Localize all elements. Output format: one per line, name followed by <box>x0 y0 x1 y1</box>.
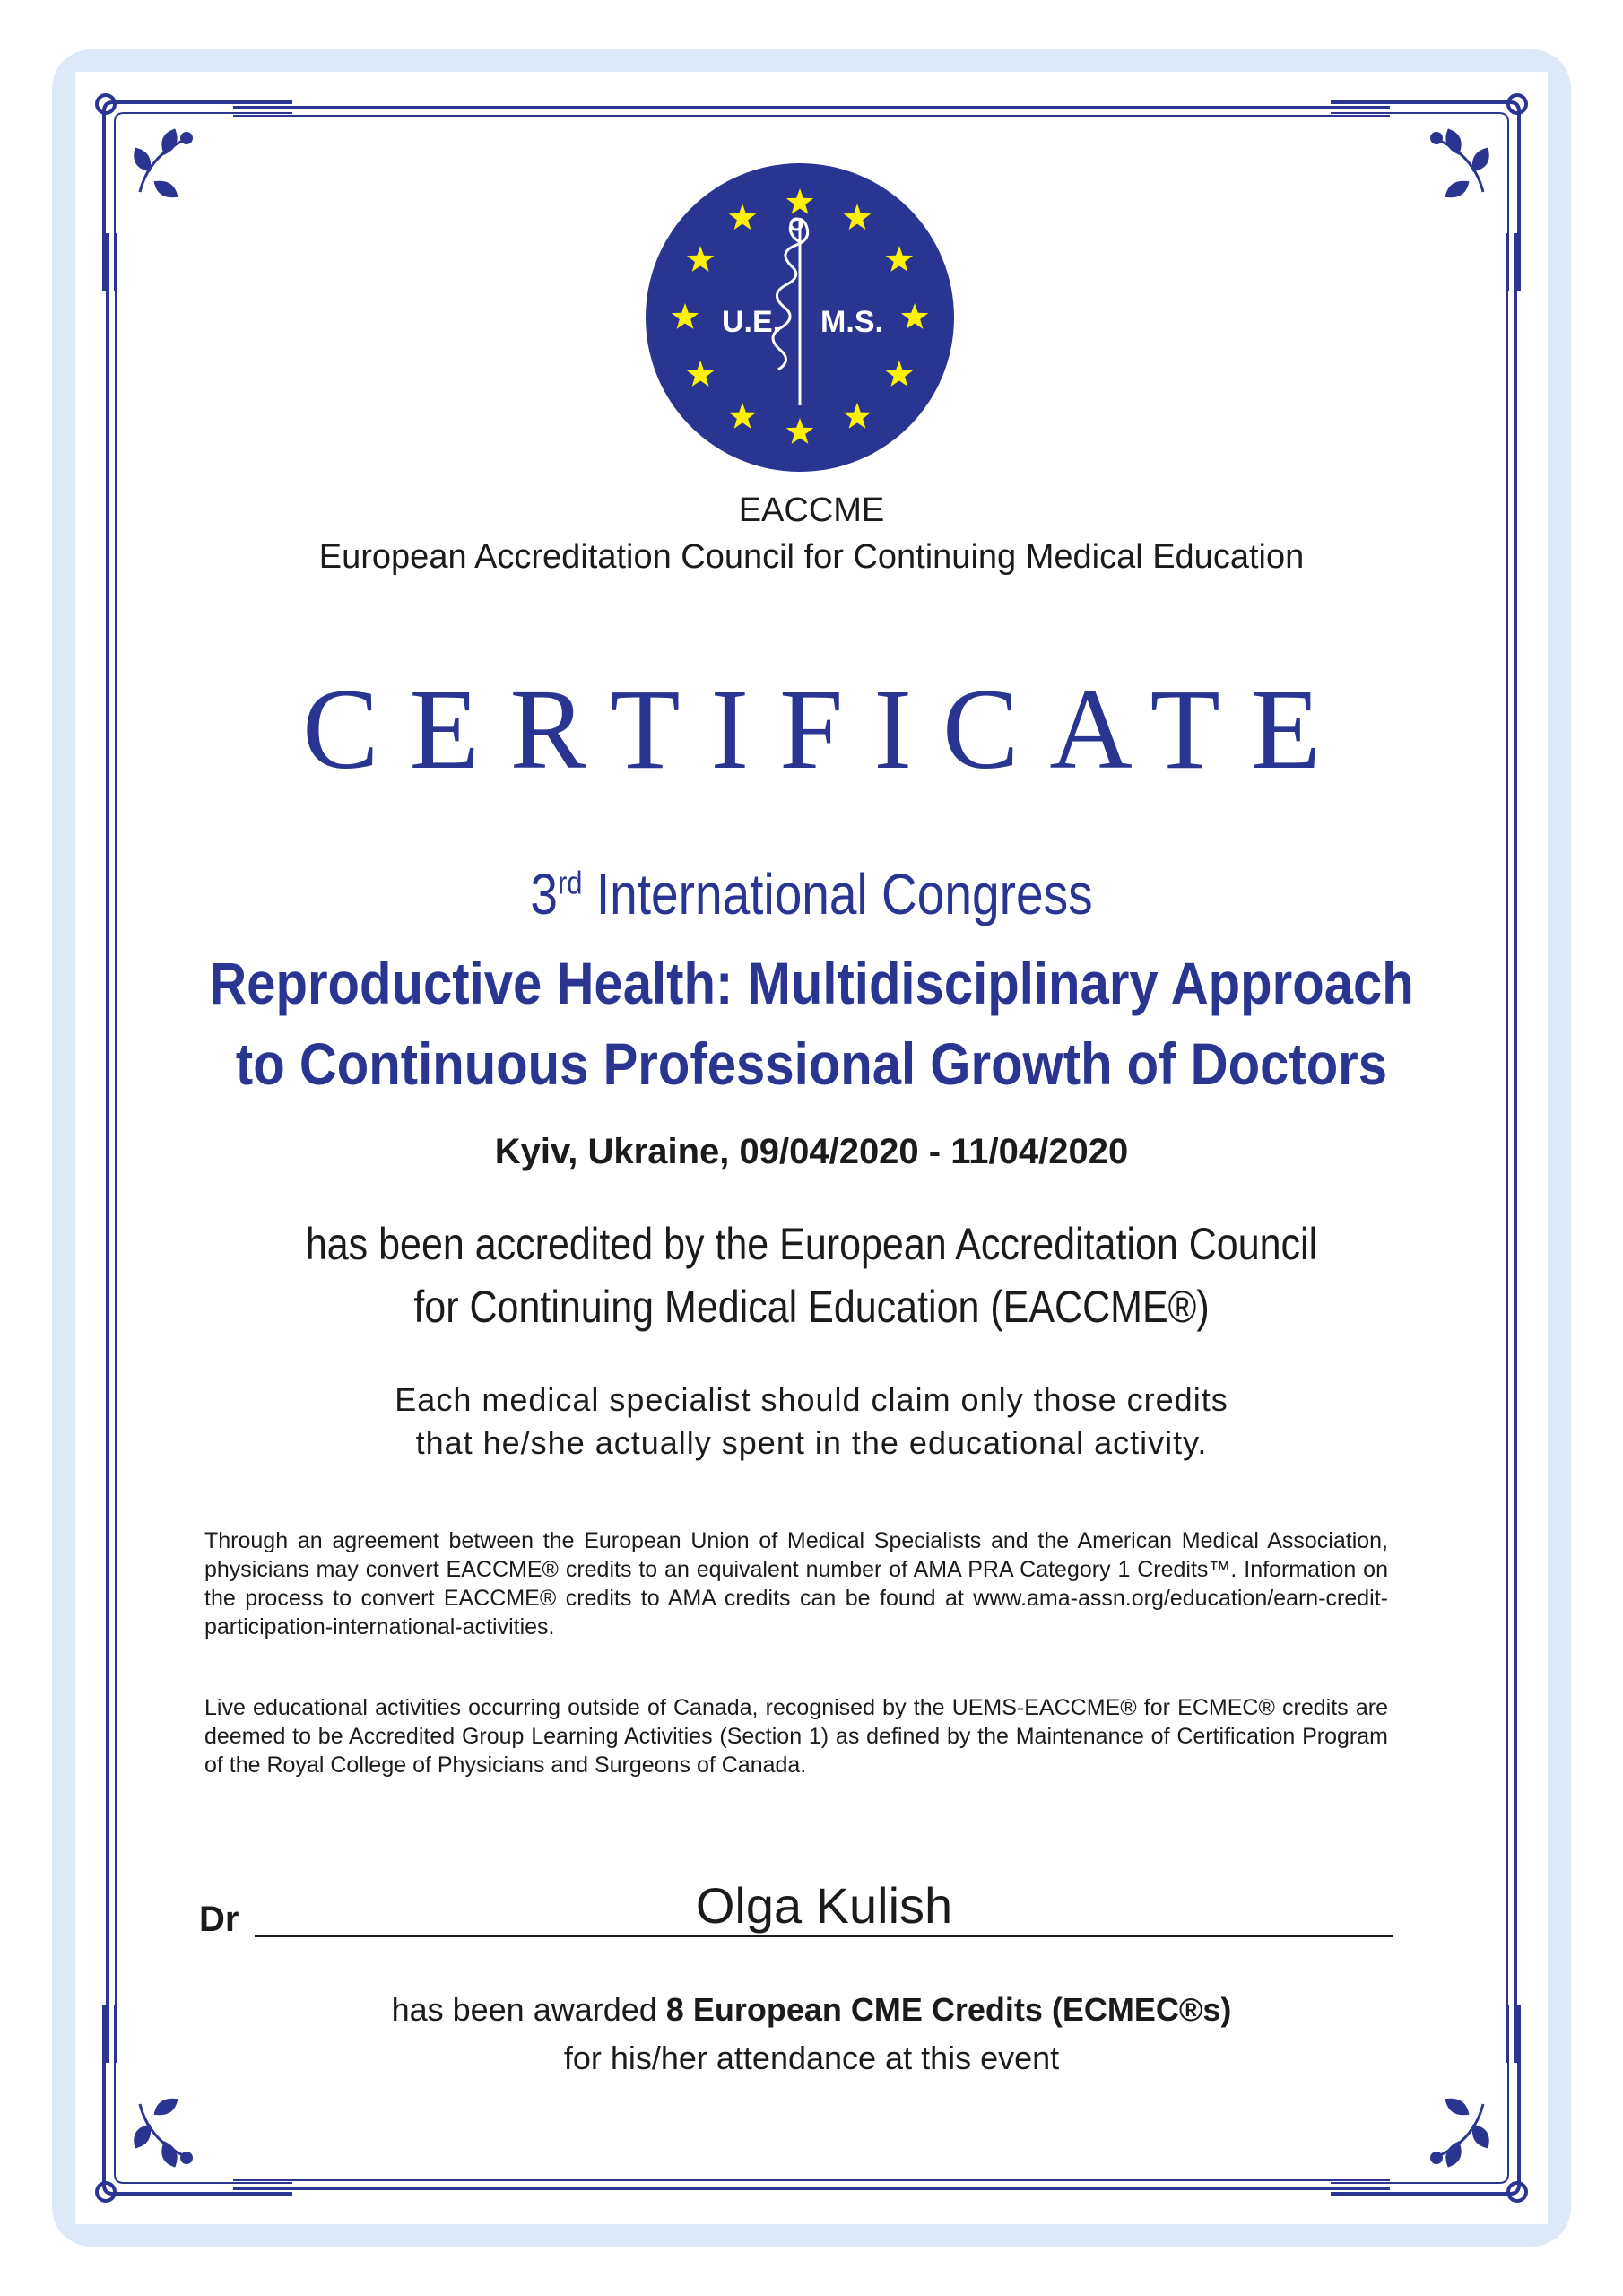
credit-advice-line1: Each medical specialist should claim only those credits <box>395 1381 1228 1418</box>
congress-ordinal-number: 3 <box>530 862 558 926</box>
border-rule-bottom-inner <box>233 2179 1390 2181</box>
award-credits: 8 European CME Credits (ECMEC®s) <box>665 1991 1232 2028</box>
congress-ordinal-suffix: rd <box>557 864 583 901</box>
award-attendance: for his/her attendance at this event <box>563 2039 1060 2076</box>
recipient-name: Olga Kulish <box>695 1877 953 1934</box>
logo-label-left: U.E. <box>721 305 782 339</box>
congress-theme-line2: to Continuous Professional Growth of Doctors <box>235 1031 1388 1097</box>
congress-theme-line1: Reproductive Health: Multidisciplinary Approach <box>209 950 1414 1016</box>
accreditation-line2: for Continuing Medical Education (EACCME®) <box>413 1282 1210 1332</box>
award-lead: has been awarded <box>391 1991 666 2028</box>
recipient-title: Dr <box>199 1900 239 1939</box>
credit-advice-line2: that he/she actually spent in the educational activity. <box>415 1424 1208 1461</box>
border-rule-top-inner <box>233 115 1390 117</box>
council-acronym: EACCME <box>738 491 885 529</box>
certificate-title: CERTIFICATE <box>302 665 1351 793</box>
location-dates: Kyiv, Ukraine, 09/04/2020 - 11/04/2020 <box>494 1132 1129 1171</box>
corner-ornament-top-left <box>86 84 292 291</box>
canada-recognition-paragraph: Live educational activities occurring outside of Canada, recognised by the UEMS-EACCME® for ECMEC® credits are deemed to be Accredited Group Learning Activities (Section 1) as defined by the Maintenance of Certification Program of the Royal College of Physicians and Surgeons of Canada. <box>204 1695 1388 1778</box>
congress-heading <box>114 861 1510 927</box>
award-statement <box>0 1991 1623 2029</box>
council-name: European Accreditation Council for Continuing Medical Education <box>318 538 1305 576</box>
corner-ornament-bottom-right <box>1331 2005 1537 2212</box>
corner-ornament-bottom-left <box>86 2005 292 2212</box>
border-rule-top-outer <box>233 106 1390 109</box>
ama-agreement-paragraph: Through an agreement between the European Union of Medical Specialists and the American Medical Association, physicians may convert EACCME® credits to an equivalent number of AMA PRA Category 1 Credits™. Information on the process to convert EACCME® credits to AMA credits can be found at www.ama-assn.org/education/earn-credit-participation-international-activities. <box>204 1528 1388 1639</box>
border-rule-bottom-outer <box>233 2187 1390 2190</box>
uems-logo <box>644 161 956 474</box>
recipient-name-line <box>255 1935 1393 1937</box>
congress-name: International Congress <box>582 862 1093 926</box>
corner-ornament-top-right <box>1331 84 1537 291</box>
logo-label-right: M.S. <box>820 305 883 339</box>
accreditation-line1: has been accredited by the European Accreditation Council <box>305 1219 1318 1269</box>
